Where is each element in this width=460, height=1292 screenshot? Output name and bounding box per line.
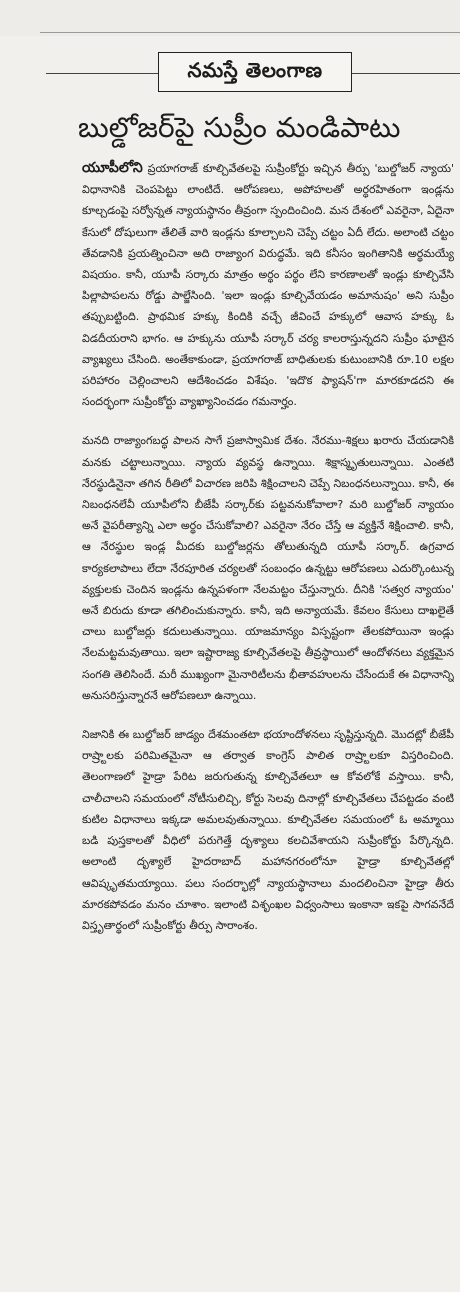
headline: బుల్డోజర్‌పై సుప్రీం మండిపాటు [78, 111, 401, 144]
masthead [158, 52, 352, 92]
previous-article-strip [0, 0, 460, 36]
lead-word: యూపీలోని [82, 160, 143, 176]
divider-line [40, 32, 460, 33]
paragraph-2: మనది రాజ్యాంగబద్ధ పాలన సాగే ప్రజాస్వామిక దేశం. నేరము-శిక్షలు ఖరారు చేయడానికి మనకు చట్టాలున్నాయి. న్యాయ వ్యవస్థ ఉన్నాయి. శిక్షాస్మృతులున్నాయి. ఎంతటి నేరస్థుడినైనా తగిన రీతిలో విచారణ జరిపి శిక్షించాలని చెప్పే నిబంధనలున్నాయి. కానీ, ఈ నిబంధనలేవీ యూపీలోని బీజేపీ సర్కార్‌కు పట్టవనుకోవాలా? మరి బుల్డోజర్ న్యాయం అనే వైపరీత్యాన్ని ఎలా అర్థం చేసుకోవాలి? ఎవరైనా నేరం చేస్తే ఆ వ్యక్తినే శిక్షించాలి. కానీ, ఆ నేరస్థుల ఇండ్ల మీదకు బుల్డోజర్లను తోలుతున్నది యూపీ సర్కార్. ఉగ్రవాద కార్యకలాపాలు లేదా నేరపూరిత చర్యలతో సంబంధం ఉన్నట్టు ఆరోపణలు ఎదుర్కొంటున్న వ్యక్తులకు చెందిన ఇండ్లను ఉన్నపళంగా నేలమట్టం చేస్తున్నారు. దీనికి 'సత్వర న్యాయం' అనే బిరుదు కూడా తగిలించుకున్నారు. కానీ, ఇది అన్యాయమే. కేవలం కేసులు దాఖలైతే చాలు బుల్డోజర్లు కదులుతున్నాయి. యాజమాన్యం విస్పష్టంగా తేలకపోయినా ఇండ్లు నేలమట్టమవుతాయి. ఇలా ఇష్టారాజ్య కూల్చివేతలపై తీవ్రస్థాయిలో ఆందోళనలు వ్యక్తమైన సంగతి తెలిసిందే. మరీ ముఖ్యంగా మైనారిటీలను భీతావహులను చేసేందుకే ఈ విధానాన్ని అనుసరిస్తున్నారనే ఆరోపణలూ ఉన్నాయి. [82, 434, 454, 702]
masthead-title: నమస్తే తెలంగాణ [187, 57, 323, 82]
paragraph-1-text: ప్రయాగరాజ్ కూల్చివేతలపై సుప్రీంకోర్టు ఇచ్చిన తీర్పు 'బుల్డోజర్ న్యాయ' విధానానికి చెంపపెట్టు లాంటిదే. ఆరోపణలు, అపోహలతో అర్థరహితంగా ఇండ్లను కూల్చడంపై సర్వోన్నత న్యాయస్థానం తీవ్రంగా స్పందించింది. మన దేశంలో ఎవరైనా, ఏదైనా కేసులో దోషులుగా తేలితే వారి ఇండ్లను కూల్చాలని చెప్పే చట్టం ఏదీ లేదు. అలాంటి చట్టం తేవడానికి ప్రయత్నించినా అది రాజ్యాంగ విరుద్ధమే. ఇది కనీసం ఇంగితానికి అర్థమయ్యే విషయం. కానీ, యూపీ సర్కారు మాత్రం అర్థం పర్థం లేని కారణాలతో ఇండ్లు కూల్చివేసి పిల్లాపాపలను రోడ్డు పాల్జేసింది. 'ఇలా ఇండ్లు కూల్చివేయడం అమానుషం' అని సుప్రీం తప్పుబట్టింది. ప్రాథమిక హక్కు కిందికి వచ్చే జీవించే హక్కులో ఆవాస హక్కు ఓ విడదీయరాని భాగం. ఆ హక్కును యూపీ సర్కార్ చర్య కాలరాస్తున్నదని సుప్రీం ఘాటైన వ్యాఖ్యలు చేసింది. అంతేకాకుండా, ప్రయాగరాజ్ బాధితులకు కుటుంబానికి రూ.10 లక్షల పరిహారం చెల్లించాలని ఆదేశించడం విశేషం. 'ఇదొక ఫ్యాషన్'గా మారకూడదని ఈ సందర్భంగా సుప్రీంకోర్టు వ్యాఖ్యానించడం గమనార్హం. [82, 162, 454, 409]
masthead-rule-left [46, 73, 158, 74]
article-body [82, 158, 454, 1284]
masthead-rule-right [352, 73, 460, 74]
paragraph-1 [82, 158, 454, 412]
paragraph-3: నిజానికి ఈ బుల్డోజర్ జాడ్యం దేశమంతటా భయాందోళనలు సృష్టిస్తున్నది. మొదట్లో బీజేపీ రాష్ర్టాలకు పరిమితమైనా ఆ తర్వాత కాంగ్రెస్ పాలిత రాష్ర్టాలకూ విస్తరించింది. తెలంగాణలో హైడ్రా పేరిట జరుగుతున్న కూల్చివేతలూ ఆ కోవలోకే వస్తాయి. కానీ, చాలీచాలని సమయంలో నోటీసులిచ్చి, కోర్టు సెలవు దినాల్లో కూల్చివేతలు చేపట్టడం వంటి కుటిల విధానాలు ఇక్కడా అమలవుతున్నాయి. కూల్చివేతల సమయంలో ఓ అమ్మాయి బడి పుస్తకాలతో వీధిలో పరుగెత్తే దృశ్యాలు కలచివేశాయని సుప్రీంకోర్టు పేర్కొన్నది. అలాంటి దృశ్యాలే హైదరాబాద్ మహానగరంలోనూ హైడ్రా కూల్చివేతల్లో ఆవిష్కృతమయ్యాయి. పలు సందర్భాల్లో న్యాయస్థానాలు మందలించినా హైడ్రా తీరు మారకపోవడం మనం చూశాం. ఇలాంటి విశృంఖల విధ్వంసాలు ఇంకానా ఇకపై సాగవనేదే విస్తృతార్థంలో సుప్రీంకోర్టు తీర్పు సారాంశం. [82, 728, 454, 932]
